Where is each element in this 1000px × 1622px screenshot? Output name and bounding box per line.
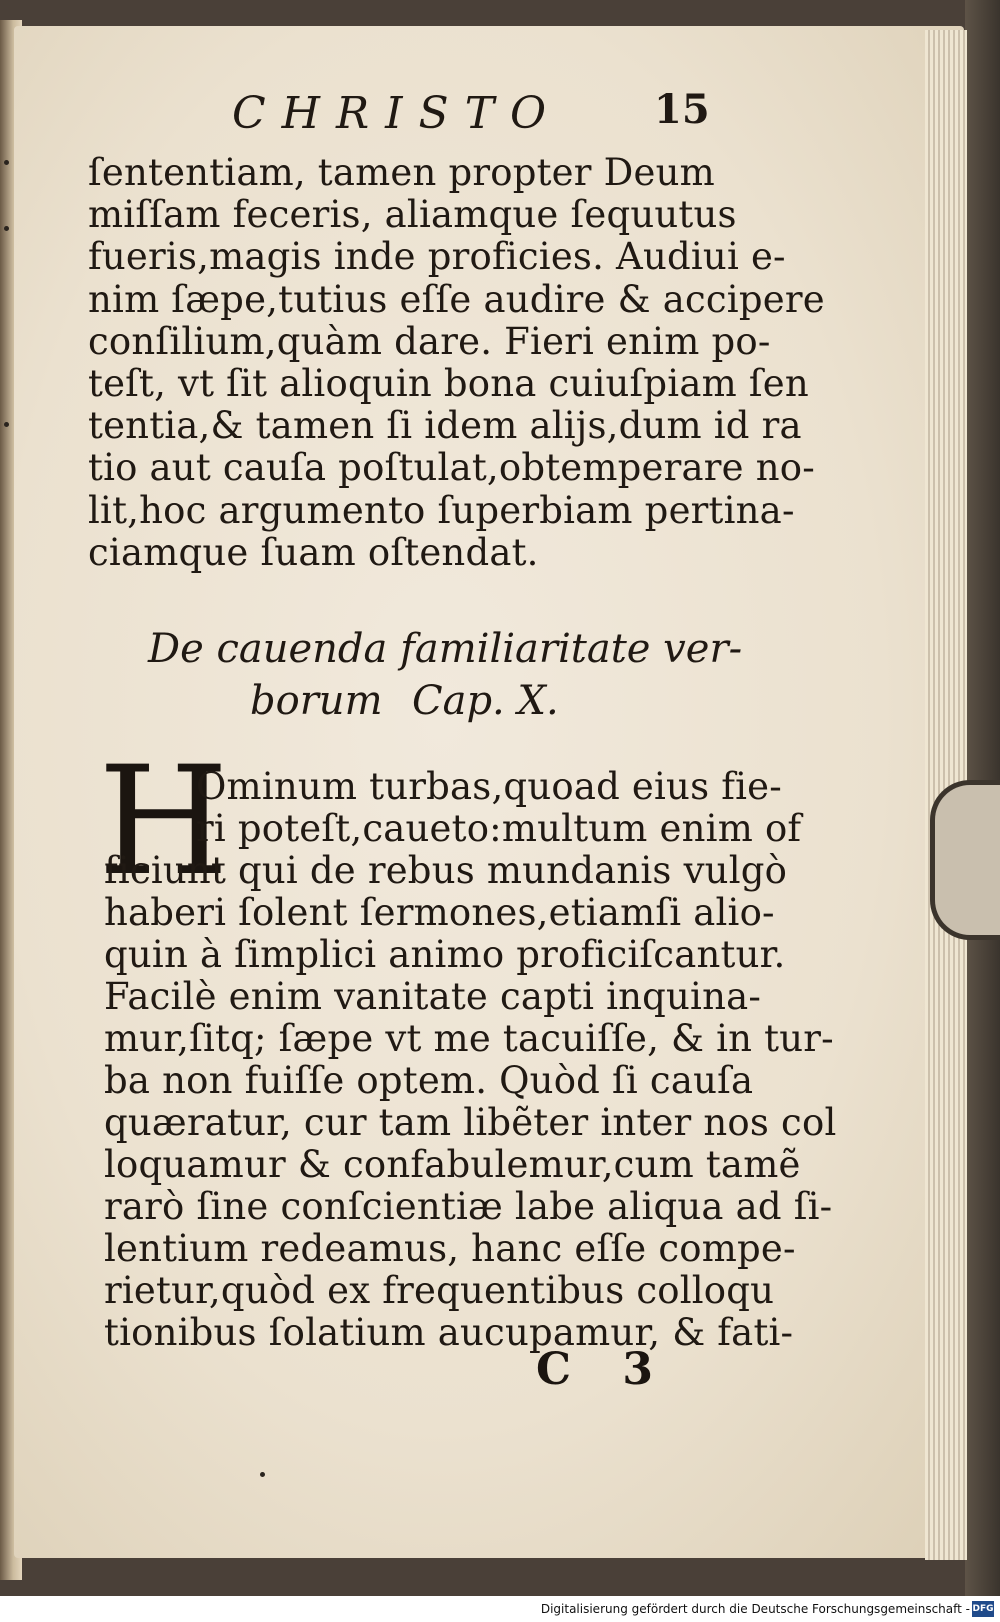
running-head: CHRISTO xyxy=(232,88,563,139)
paragraph-2-line: rietur,quòd ex frequentibus colloqu xyxy=(104,1269,775,1312)
paragraph-1-line: ſententiam, tamen propter Deum xyxy=(88,151,715,194)
drop-cap: H xyxy=(98,735,229,909)
paragraph-1-line: ciamque ſuam oſtendat. xyxy=(88,530,539,574)
paragraph-2-line: loquamur & confabulemur,cum tamẽ xyxy=(104,1143,801,1186)
paragraph-1-line: nim ſæpe,tutius eſſe audire & accipere xyxy=(88,277,825,321)
margin-mark xyxy=(260,1472,265,1477)
paragraph-2-line: tionibus ſolatium aucupamur, & fati- xyxy=(104,1311,794,1354)
paragraph-1-line: tio aut cauſa poſtulat,obtemperare no- xyxy=(88,446,815,490)
signature-mark: C 3 xyxy=(536,1344,671,1395)
dfg-logo: DFG xyxy=(972,1601,994,1617)
footer-credit: Digitalisierung gefördert durch die Deutsche Forschungsgemeinschaft - xyxy=(540,1602,970,1616)
chapter-heading-line-2b: Cap. X. xyxy=(412,678,559,724)
paragraph-2-line: ba non fuiſſe optem. Quòd ſi cauſa xyxy=(104,1059,754,1102)
margin-mark xyxy=(4,422,9,427)
paragraph-2-line: quin à ſimplici animo proficiſcantur. xyxy=(104,933,786,976)
paragraph-2-line: Facilè enim vanitate capti inquina- xyxy=(104,975,762,1018)
paragraph-2-line: rarò ſine conſcientiæ labe aliqua ad ſi- xyxy=(104,1185,833,1228)
margin-mark xyxy=(4,160,9,165)
paragraph-1-line: fueris,magis inde proficies. Audiui e- xyxy=(88,235,786,279)
paragraph-1-line: lit,hoc argumento ſuperbiam pertina- xyxy=(88,488,795,532)
paragraph-1-line: miſſam feceris, aliamque ſequutus xyxy=(88,193,737,237)
paragraph-2-line: quæratur, cur tam libẽter inter nos col xyxy=(104,1101,837,1144)
paragraph-1-line: teſt, vt ſit alioquin bona cuiuſpiam ſen xyxy=(88,362,809,405)
paragraph-2-line: mur,ſitq; ſæpe vt me tacuiſſe, & in tur- xyxy=(104,1017,834,1060)
paragraph-1-line: tentia,& tamen ſi idem alijs,dum id ra xyxy=(88,404,802,448)
paragraph-1-line: conſilium,quàm dare. Fieri enim po- xyxy=(88,319,771,363)
page-number: 15 xyxy=(654,86,710,133)
paragraph-2-line: ficiunt qui de rebus mundanis vulgò xyxy=(104,849,788,892)
paragraph-2-line: Ominum turbas,quoad eius fie- xyxy=(196,765,782,808)
margin-mark xyxy=(4,226,9,231)
paragraph-2-line: ri poteſt,caueto:multum enim of xyxy=(196,807,802,850)
chapter-heading-line-2a: borum xyxy=(250,678,383,724)
chapter-heading-line-1: De cauenda familiaritate ver- xyxy=(148,626,743,672)
book-clasp xyxy=(930,780,1000,940)
paragraph-2-line: haberi ſolent ſermones,etiamſi alio- xyxy=(104,891,775,934)
paragraph-2-line: lentium redeamus, hanc eſſe compe- xyxy=(104,1227,796,1270)
